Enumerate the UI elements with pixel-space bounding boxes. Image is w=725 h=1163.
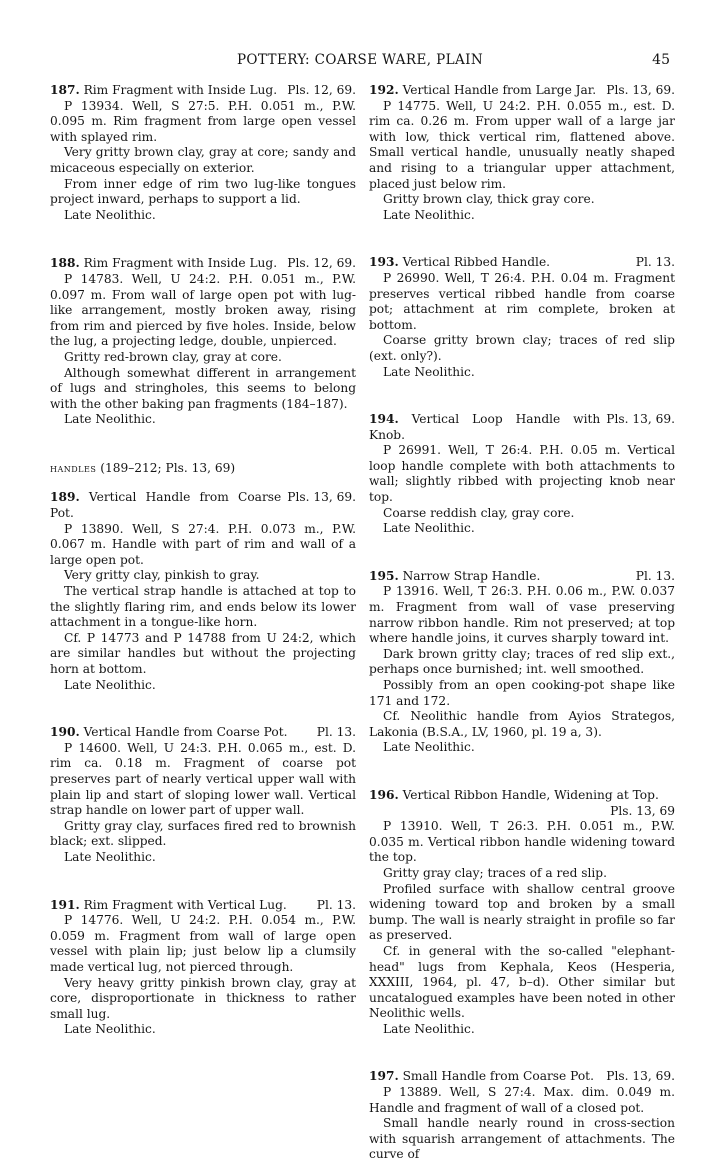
entry-plates: Pls. 13, 69. — [606, 83, 675, 97]
entry-plates: Pls. 12, 69. — [287, 83, 356, 97]
entry-title-line — [50, 490, 356, 521]
section-ref: (189–212; Pls. 13, 69) — [100, 460, 236, 475]
page-number: 45 — [652, 52, 670, 68]
entry-paragraph: P 14600. Well, U 24:3. P.H. 0.065 m., est. D. rim ca. 0.18 m. Fragment of coarse pot preserves part of nearly vertical upper wall with plain lip and start of sloping lower wall. Vertical strap handle on lower part of upper wall. — [50, 740, 356, 818]
entry-plates: Pl. 13. — [316, 725, 356, 740]
entry-title: Vertical Ribbed Handle. — [402, 255, 551, 270]
entry-paragraph: P 13916. Well, T 26:3. P.H. 0.06 m., P.W. 0.037 m. Fragment from wall of vase preserving narrow ribbon handle. Rim not preserved; at top where handle joins, it curves sharply toward int. — [369, 584, 675, 646]
entry-heading — [369, 1069, 594, 1085]
entry-paragraph: P 13934. Well, S 27:5. P.H. 0.051 m., P.W. 0.095 m. Rim fragment from large open vessel with splayed rim. — [50, 98, 356, 144]
entry-paragraph: Late Neolithic. — [383, 364, 475, 379]
running-head: POTTERY: COARSE WARE, PLAIN — [236, 52, 484, 68]
catalogue-entry — [50, 83, 356, 223]
entry-heading — [50, 898, 287, 914]
entry-number: 195. — [369, 568, 399, 583]
entry-paragraph: Late Neolithic. — [383, 740, 475, 755]
entry-title: Vertical Handle from Coarse Pot. — [83, 725, 288, 740]
entry-number: 196. — [369, 787, 399, 802]
entry-title-line — [369, 255, 675, 271]
entry-plates: Pls. 13, 69. — [287, 490, 356, 505]
entry-paragraph: P 13910. Well, T 26:3. P.H. 0.051 m., P.W. 0.035 m. Vertical ribbon handle widening toward the top. — [369, 819, 675, 865]
entry-paragraph: P 26990. Well, T 26:4. P.H. 0.04 m. Fragment preserves vertical ribbed handle from coarse pot; attachment at rim complete, broken at bottom. — [369, 270, 675, 332]
entry-heading — [369, 569, 540, 585]
entry-heading — [369, 83, 596, 99]
entry-paragraph: The vertical strap handle is attached at top to the slightly flaring rim, and ends below its lower attachment in a tongue-like horn. — [50, 584, 356, 630]
entry-paragraph: Small handle nearly round in cross-section with squarish arrangement of attachments. The curve of — [369, 1116, 675, 1162]
entry-number: 188. — [50, 256, 80, 271]
entry-plates: Pl. 13. — [316, 897, 356, 912]
entry-paragraph: Gritty gray clay; traces of a red slip. — [383, 865, 607, 880]
entry-paragraph: P 14776. Well, U 24:2. P.H. 0.054 m., P.W. 0.059 m. Fragment from wall of large open vessel with plain lip; just below lip a clumsily made vertical lug, not pierced through. — [50, 913, 356, 974]
entry-title: Narrow Strap Handle. — [402, 568, 541, 583]
catalogue-entry — [50, 725, 356, 865]
entry-paragraph: Late Neolithic. — [383, 207, 475, 222]
entry-paragraph: Coarse reddish clay, gray core. — [383, 505, 575, 520]
entry-paragraph: Cf. in general with the so-called "elephant-head" lugs from Kephala, Keos (Hesperia, XXXIII, 1964, pl. 47, b–d). Other similar but uncatalogued examples have been noted in other Neolithic wells. — [369, 943, 675, 1021]
entry-heading — [369, 255, 550, 271]
entry-paragraph: P 13889. Well, S 27:4. Max. dim. 0.049 m. Handle and fragment of wall of a closed pot. — [369, 1085, 675, 1115]
catalogue-entry — [50, 256, 356, 428]
entry-paragraph: Late Neolithic. — [64, 207, 156, 222]
entry-heading — [50, 725, 288, 741]
entry-paragraph: Very gritty brown clay, gray at core; sandy and micaceous especially on exterior. — [50, 145, 356, 175]
entry-title: Vertical Ribbon Handle, Widening at Top. — [402, 787, 659, 802]
entry-paragraph: From inner edge of rim two lug-like tongues project inward, perhaps to support a lid. — [50, 176, 356, 207]
entry-paragraph: Late Neolithic. — [383, 521, 475, 536]
catalogue-entry — [369, 83, 675, 223]
entry-paragraph: P 13890. Well, S 27:4. P.H. 0.073 m., P.W. 0.067 m. Handle with part of rim and wall of a large open pot. — [50, 521, 356, 567]
entry-plates: Pls. 12, 69. — [287, 256, 356, 271]
entry-title-line — [50, 256, 356, 272]
section-heading — [50, 461, 356, 477]
entry-paragraph: Dark brown gritty clay; traces of red slip ext., perhaps once burnished; int. well smoothed. — [369, 646, 675, 677]
entry-heading — [369, 412, 600, 443]
entry-number: 197. — [369, 1069, 399, 1084]
catalogue-entry — [50, 898, 356, 1038]
page-header — [50, 52, 670, 72]
entry-paragraph: Very gritty clay, pinkish to gray. — [64, 568, 260, 583]
entry-title-line — [369, 1069, 675, 1085]
entry-paragraph: Late Neolithic. — [64, 677, 156, 692]
entry-paragraph: Late Neolithic. — [64, 1022, 156, 1037]
entry-title-line — [369, 569, 675, 585]
entry-paragraph: Gritty red-brown clay, gray at core. — [64, 349, 282, 364]
entry-paragraph: P 26991. Well, T 26:4. P.H. 0.05 m. Vertical loop handle complete with both attachments to wall; slightly ribbed with projecting knob near top. — [369, 443, 675, 505]
entry-title: Vertical Handle from Large Jar. — [402, 83, 597, 97]
left-column — [50, 83, 356, 1038]
entry-title-line — [369, 83, 675, 99]
entry-title: Rim Fragment with Inside Lug. — [83, 256, 278, 271]
entry-plates: Pls. 13, 69. — [606, 1069, 675, 1084]
catalogue-entry — [369, 569, 675, 756]
entry-number: 191. — [50, 897, 80, 912]
entry-plates: Pls. 13, 69. — [606, 412, 675, 427]
catalogue-entry — [369, 788, 675, 1038]
entry-number: 192. — [369, 83, 399, 97]
entry-title: Vertical Handle from Coarse Pot. — [50, 490, 282, 521]
catalogue-entry — [369, 412, 675, 537]
entry-plates: Pls. 13, 69 — [610, 803, 675, 818]
entry-paragraph: Possibly from an open cooking-pot shape like 171 and 172. — [369, 678, 675, 708]
entry-title-line — [369, 788, 675, 804]
entry-plates: Pl. 13. — [635, 255, 675, 270]
entry-paragraph: P 14783. Well, U 24:2. P.H. 0.051 m., P.W. 0.097 m. From wall of large open pot with lug-like arrangement, mostly broken away, rising from rim and pierced by five holes. Inside, below the lug, a projecting ledge, double, unpierced. — [50, 271, 356, 349]
entry-title-line — [369, 412, 675, 443]
entry-title: Rim Fragment with Vertical Lug. — [83, 897, 287, 912]
entry-number: 189. — [50, 490, 80, 505]
entry-paragraph: Coarse gritty brown clay; traces of red slip (ext. only?). — [369, 333, 675, 363]
entry-paragraph: Late Neolithic. — [64, 849, 156, 864]
entry-number: 190. — [50, 725, 80, 740]
entry-paragraph: Gritty gray clay, surfaces fired red to brownish black; ext. slipped. — [50, 818, 356, 849]
entry-number: 194. — [369, 412, 399, 427]
entry-paragraph: Although somewhat different in arrangement of lugs and stringholes, this seems to belong with the other baking pan fragments (184–187). — [50, 365, 356, 411]
entry-heading — [50, 490, 281, 521]
entry-paragraph: Cf. Neolithic handle from Ayios Strategos, Lakonia (B.S.A., LV, 1960, pl. 19 a, 3). — [369, 709, 675, 739]
entry-paragraph: Late Neolithic. — [383, 1021, 475, 1036]
entry-heading — [50, 83, 277, 99]
entry-paragraph: Cf. P 14773 and P 14788 from U 24:2, which are similar handles but without the projecting horn at bottom. — [50, 630, 356, 676]
section-label: handles — [50, 461, 97, 475]
entry-title-line — [50, 83, 356, 99]
catalogue-entry — [369, 1069, 675, 1163]
entry-heading — [50, 256, 277, 272]
entry-number: 187. — [50, 83, 80, 97]
entry-paragraph: Profiled surface with shallow central groove widening toward top and broken by a small bump. The wall is nearly straight in profile so far as preserved. — [369, 881, 675, 943]
entry-paragraph: Gritty brown clay, thick gray core. — [383, 192, 595, 207]
entry-title-line — [50, 725, 356, 741]
entry-paragraph: Late Neolithic. — [64, 412, 156, 427]
entry-paragraph: Very heavy gritty pinkish brown clay, gray at core, disproportionate in thickness to rather small lug. — [50, 975, 356, 1021]
entry-title: Rim Fragment with Inside Lug. — [83, 83, 278, 97]
entry-number: 193. — [369, 255, 399, 270]
entry-paragraph: P 14775. Well, U 24:2. P.H. 0.055 m., est. D. rim ca. 0.26 m. From upper wall of a large jar with low, thick vertical rim, flattened above. Small vertical handle, unusually neatly shaped and rising to a triangular upper attachment, placed just below rim. — [369, 98, 675, 191]
catalogue-entry — [50, 490, 356, 693]
entry-title-line — [50, 898, 356, 914]
entry-heading — [369, 788, 659, 802]
right-column — [369, 83, 675, 1163]
catalogue-entry — [369, 255, 675, 380]
entry-title: Vertical Loop Handle with Knob. — [369, 412, 601, 442]
entry-title: Small Handle from Coarse Pot. — [402, 1069, 594, 1084]
entry-plates: Pl. 13. — [635, 568, 675, 583]
